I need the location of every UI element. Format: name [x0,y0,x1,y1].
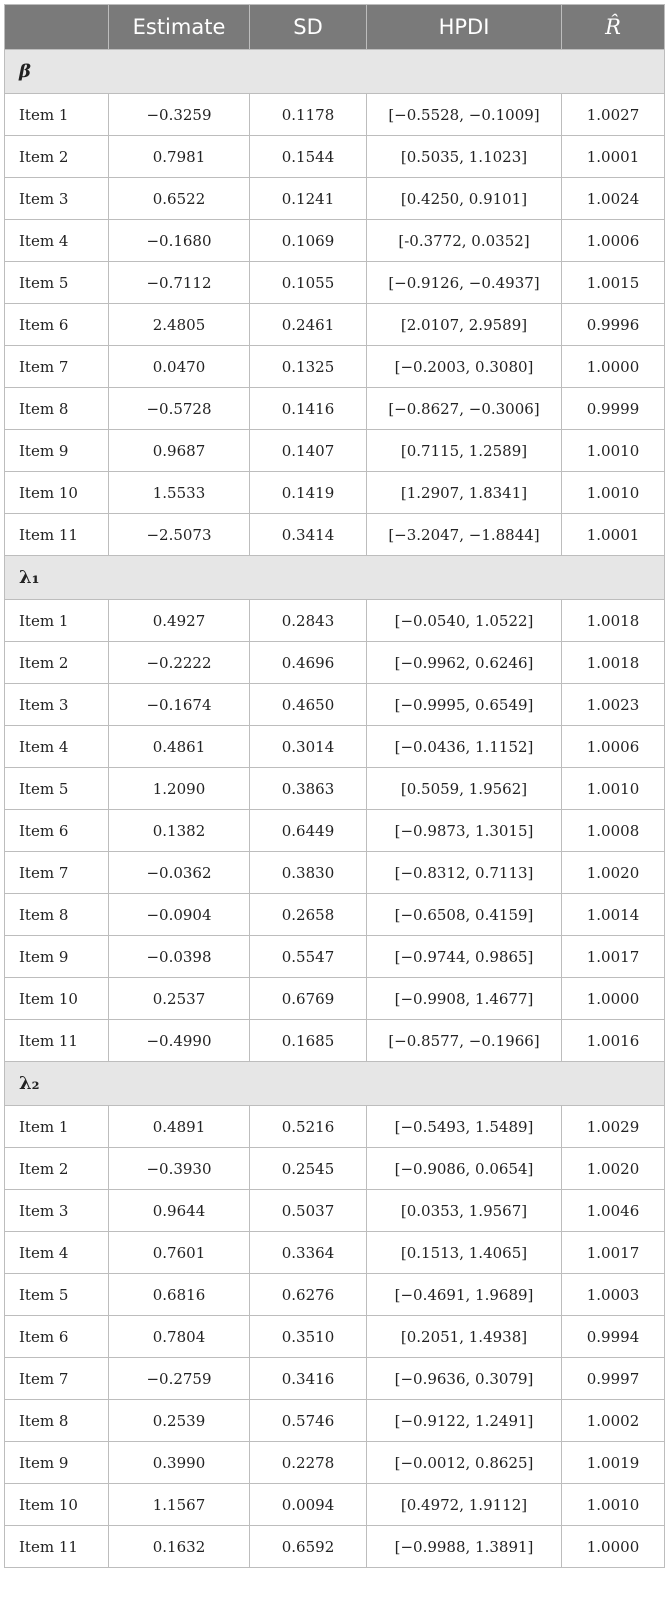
rhat-cell: 1.0000 [562,346,665,388]
rhat-cell: 1.0019 [562,1442,665,1484]
rhat-cell: 1.0016 [562,1020,665,1062]
hpdi-cell: [0.4250, 0.9101] [367,178,562,220]
header-estimate: Estimate [109,5,250,50]
item-label: Item 3 [5,1190,109,1232]
item-label: Item 4 [5,220,109,262]
estimate-cell: −0.1680 [109,220,250,262]
item-label: Item 6 [5,1316,109,1358]
table-row [5,1316,665,1358]
table-row [5,514,665,556]
hpdi-cell: [0.7115, 1.2589] [367,430,562,472]
rhat-cell: 1.0020 [562,852,665,894]
sd-cell: 0.3863 [250,768,367,810]
item-label: Item 4 [5,726,109,768]
rhat-cell: 1.0010 [562,472,665,514]
rhat-cell: 1.0006 [562,726,665,768]
item-label: Item 5 [5,262,109,304]
table-row [5,1526,665,1568]
hpdi-cell: [−0.9126, −0.4937] [367,262,562,304]
rhat-cell: 1.0000 [562,1526,665,1568]
sd-cell: 0.6592 [250,1526,367,1568]
sd-cell: 0.3414 [250,514,367,556]
sd-cell: 0.1416 [250,388,367,430]
estimate-cell: 0.6522 [109,178,250,220]
item-label: Item 9 [5,936,109,978]
sd-cell: 0.1685 [250,1020,367,1062]
table-row [5,1484,665,1526]
table-row [5,220,665,262]
table-row [5,1106,665,1148]
sd-cell: 0.1055 [250,262,367,304]
sd-cell: 0.3014 [250,726,367,768]
rhat-cell: 0.9997 [562,1358,665,1400]
hpdi-cell: [−0.8312, 0.7113] [367,852,562,894]
sd-cell: 0.5547 [250,936,367,978]
rhat-cell: 1.0010 [562,430,665,472]
sd-cell: 0.1544 [250,136,367,178]
sd-cell: 0.5216 [250,1106,367,1148]
item-label: Item 10 [5,472,109,514]
hpdi-cell: [−0.2003, 0.3080] [367,346,562,388]
item-label: Item 3 [5,178,109,220]
rhat-cell: 1.0008 [562,810,665,852]
table-row [5,94,665,136]
hpdi-cell: [−0.8627, −0.3006] [367,388,562,430]
estimate-cell: −0.3259 [109,94,250,136]
sd-cell: 0.3510 [250,1316,367,1358]
sd-cell: 0.4696 [250,642,367,684]
hpdi-cell: [−0.0540, 1.0522] [367,600,562,642]
sd-cell: 0.5037 [250,1190,367,1232]
rhat-cell: 1.0006 [562,220,665,262]
item-label: Item 6 [5,304,109,346]
sd-cell: 0.1419 [250,472,367,514]
header-sd: SD [250,5,367,50]
rhat-cell: 0.9994 [562,1316,665,1358]
item-label: Item 1 [5,600,109,642]
hpdi-cell: [−0.0012, 0.8625] [367,1442,562,1484]
estimate-cell: 0.4927 [109,600,250,642]
table-row [5,936,665,978]
hpdi-cell: [−0.9636, 0.3079] [367,1358,562,1400]
estimate-cell: −0.0904 [109,894,250,936]
sd-cell: 0.6769 [250,978,367,1020]
sd-cell: 0.2658 [250,894,367,936]
header-rhat: R̂ [562,5,665,50]
item-label: Item 9 [5,1442,109,1484]
estimate-cell: 0.4891 [109,1106,250,1148]
table-row [5,346,665,388]
item-label: Item 3 [5,684,109,726]
rhat-cell: 1.0015 [562,262,665,304]
hpdi-cell: [-0.3772, 0.0352] [367,220,562,262]
table-row [5,136,665,178]
item-label: Item 6 [5,810,109,852]
hpdi-cell: [0.5059, 1.9562] [367,768,562,810]
item-label: Item 1 [5,1106,109,1148]
hpdi-cell: [−0.9744, 0.9865] [367,936,562,978]
estimate-cell: 0.0470 [109,346,250,388]
rhat-cell: 0.9996 [562,304,665,346]
header-row [5,5,665,50]
item-label: Item 5 [5,768,109,810]
rhat-cell: 1.0003 [562,1274,665,1316]
hpdi-cell: [0.5035, 1.1023] [367,136,562,178]
estimate-cell: 0.1382 [109,810,250,852]
sd-cell: 0.3830 [250,852,367,894]
sd-cell: 0.2545 [250,1148,367,1190]
estimate-cell: 0.6816 [109,1274,250,1316]
estimate-cell: 0.1632 [109,1526,250,1568]
item-label: Item 2 [5,642,109,684]
estimate-cell: −0.3930 [109,1148,250,1190]
sd-cell: 0.1069 [250,220,367,262]
estimate-cell: −0.0398 [109,936,250,978]
sd-cell: 0.6276 [250,1274,367,1316]
rhat-cell: 1.0027 [562,94,665,136]
estimate-cell: −0.0362 [109,852,250,894]
table-row [5,810,665,852]
table-row [5,1400,665,1442]
sd-cell: 0.2278 [250,1442,367,1484]
item-label: Item 7 [5,852,109,894]
section-header-row [5,1062,665,1106]
table-row [5,726,665,768]
item-label: Item 7 [5,1358,109,1400]
rhat-cell: 1.0001 [562,136,665,178]
header-blank [5,5,109,50]
table-row [5,1358,665,1400]
table-row [5,178,665,220]
hpdi-cell: [0.2051, 1.4938] [367,1316,562,1358]
item-label: Item 8 [5,894,109,936]
rhat-cell: 1.0029 [562,1106,665,1148]
hpdi-cell: [0.0353, 1.9567] [367,1190,562,1232]
item-label: Item 5 [5,1274,109,1316]
item-label: Item 2 [5,1148,109,1190]
table-body [5,50,665,1568]
hpdi-cell: [−0.4691, 1.9689] [367,1274,562,1316]
sd-cell: 0.1407 [250,430,367,472]
estimate-cell: −0.5728 [109,388,250,430]
hpdi-cell: [−0.5493, 1.5489] [367,1106,562,1148]
estimate-cell: 1.1567 [109,1484,250,1526]
estimate-cell: −0.1674 [109,684,250,726]
hpdi-cell: [0.1513, 1.4065] [367,1232,562,1274]
table-row [5,472,665,514]
rhat-cell: 1.0024 [562,178,665,220]
estimate-cell: 0.3990 [109,1442,250,1484]
estimate-cell: 0.2539 [109,1400,250,1442]
table-row [5,304,665,346]
table-row [5,852,665,894]
section-header-row [5,50,665,94]
hpdi-cell: [−0.9122, 1.2491] [367,1400,562,1442]
estimate-cell: 0.2537 [109,978,250,1020]
header-hpdi: HPDI [367,5,562,50]
item-label: Item 8 [5,1400,109,1442]
estimate-cell: 1.2090 [109,768,250,810]
estimate-cell: 0.9687 [109,430,250,472]
rhat-cell: 0.9999 [562,388,665,430]
item-label: Item 4 [5,1232,109,1274]
estimate-cell: 0.7601 [109,1232,250,1274]
item-label: Item 2 [5,136,109,178]
table-row [5,388,665,430]
section-label: λ₁ [5,556,665,600]
item-label: Item 9 [5,430,109,472]
estimate-cell: 0.4861 [109,726,250,768]
sd-cell: 0.3416 [250,1358,367,1400]
sd-cell: 0.2461 [250,304,367,346]
hpdi-cell: [2.0107, 2.9589] [367,304,562,346]
rhat-cell: 1.0010 [562,1484,665,1526]
table-row [5,1190,665,1232]
hpdi-cell: [−0.9873, 1.3015] [367,810,562,852]
hpdi-cell: [−0.9995, 0.6549] [367,684,562,726]
estimate-cell: 1.5533 [109,472,250,514]
hpdi-cell: [−0.5528, −0.1009] [367,94,562,136]
table-row [5,894,665,936]
hpdi-cell: [−0.9908, 1.4677] [367,978,562,1020]
item-label: Item 10 [5,1484,109,1526]
hpdi-cell: [−0.9962, 0.6246] [367,642,562,684]
table-row [5,768,665,810]
hpdi-cell: [1.2907, 1.8341] [367,472,562,514]
results-table [4,4,665,1568]
estimate-cell: 0.7981 [109,136,250,178]
rhat-cell: 1.0010 [562,768,665,810]
sd-cell: 0.6449 [250,810,367,852]
table-row [5,600,665,642]
item-label: Item 7 [5,346,109,388]
section-header-row [5,556,665,600]
rhat-cell: 1.0000 [562,978,665,1020]
estimate-cell: −2.5073 [109,514,250,556]
table-row [5,642,665,684]
table-row [5,978,665,1020]
sd-cell: 0.1325 [250,346,367,388]
sd-cell: 0.0094 [250,1484,367,1526]
sd-cell: 0.1178 [250,94,367,136]
sd-cell: 0.2843 [250,600,367,642]
rhat-cell: 1.0020 [562,1148,665,1190]
hpdi-cell: [−0.9988, 1.3891] [367,1526,562,1568]
table-row [5,430,665,472]
hpdi-cell: [−3.2047, −1.8844] [367,514,562,556]
estimate-cell: −0.2759 [109,1358,250,1400]
rhat-cell: 1.0018 [562,642,665,684]
sd-cell: 0.3364 [250,1232,367,1274]
hpdi-cell: [−0.9086, 0.0654] [367,1148,562,1190]
sd-cell: 0.4650 [250,684,367,726]
rhat-cell: 1.0014 [562,894,665,936]
item-label: Item 8 [5,388,109,430]
rhat-cell: 1.0017 [562,936,665,978]
table-row [5,1020,665,1062]
item-label: Item 11 [5,1020,109,1062]
table-row [5,1148,665,1190]
table-row [5,1274,665,1316]
item-label: Item 1 [5,94,109,136]
table-row [5,684,665,726]
estimate-cell: 0.7804 [109,1316,250,1358]
hpdi-cell: [0.4972, 1.9112] [367,1484,562,1526]
table-row [5,262,665,304]
table-row [5,1232,665,1274]
sd-cell: 0.1241 [250,178,367,220]
rhat-cell: 1.0023 [562,684,665,726]
rhat-cell: 1.0001 [562,514,665,556]
estimate-cell: −0.4990 [109,1020,250,1062]
item-label: Item 11 [5,1526,109,1568]
section-label: λ₂ [5,1062,665,1106]
hpdi-cell: [−0.8577, −0.1966] [367,1020,562,1062]
rhat-cell: 1.0017 [562,1232,665,1274]
item-label: Item 10 [5,978,109,1020]
estimate-cell: 2.4805 [109,304,250,346]
sd-cell: 0.5746 [250,1400,367,1442]
item-label: Item 11 [5,514,109,556]
estimate-cell: −0.7112 [109,262,250,304]
section-label: β [5,50,665,94]
rhat-cell: 1.0002 [562,1400,665,1442]
rhat-cell: 1.0046 [562,1190,665,1232]
rhat-cell: 1.0018 [562,600,665,642]
hpdi-cell: [−0.6508, 0.4159] [367,894,562,936]
hpdi-cell: [−0.0436, 1.1152] [367,726,562,768]
estimate-cell: −0.2222 [109,642,250,684]
table-row [5,1442,665,1484]
estimate-cell: 0.9644 [109,1190,250,1232]
